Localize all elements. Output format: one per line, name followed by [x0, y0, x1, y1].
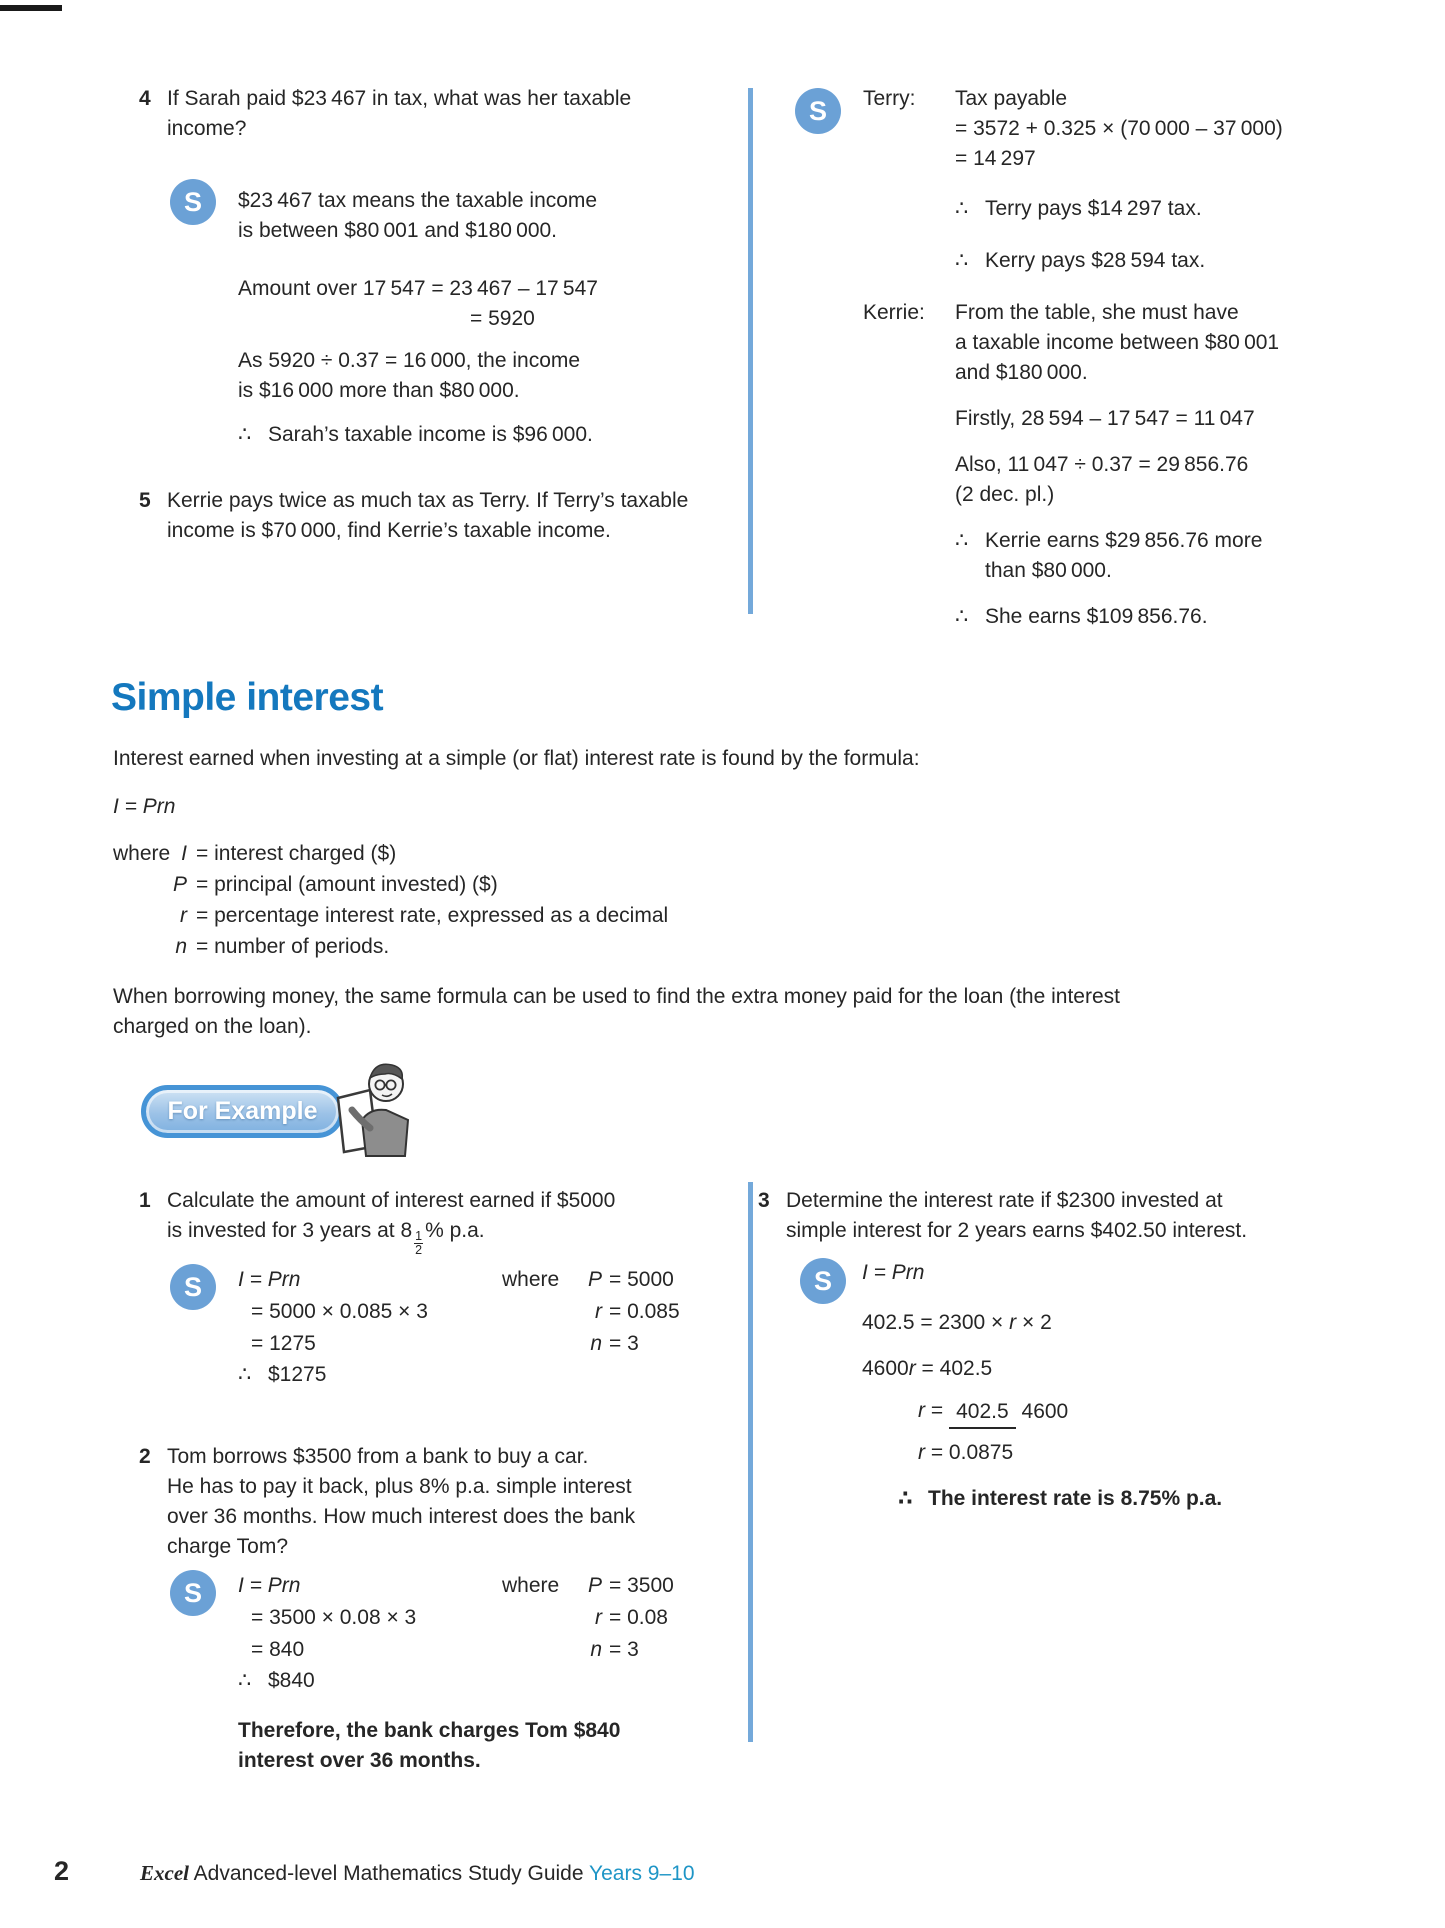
variable: P: [587, 1268, 602, 1291]
fraction-equation: r = 402.5 4600: [918, 1396, 1332, 1426]
definition: = interest charged ($): [196, 842, 397, 865]
variable: P: [587, 1574, 602, 1597]
equation-row: = 5000 × 0.085 × 3 r = 0.085: [238, 1296, 693, 1328]
terry-working: [795, 84, 1360, 174]
example-3: [732, 1186, 1332, 1246]
equation-line: = 5920: [470, 307, 535, 330]
definition-row: [113, 931, 668, 962]
conclusion-text: Kerrie earns $29 856.76 more than $80 000.: [985, 529, 1263, 582]
question-text: Calculate the amount of interest earned if $5000 is invested for 3 years at 8 $\frac{1}{2}$ % p.a.: [167, 1189, 616, 1257]
equation-row: I = Prn where P = 3500: [238, 1570, 693, 1602]
conclusion-line: ∴ Kerry pays $28 594 tax.: [955, 246, 1360, 276]
person-with-paper-icon: [330, 1058, 416, 1158]
variable: I: [181, 842, 187, 865]
examples-left-column: [113, 1186, 693, 1776]
solution-paragraph: As 5920 ÷ 0.37 = 16 000, the income is $16 000 more than $80 000.: [238, 349, 581, 402]
definition: = principal (amount invested) ($): [196, 873, 498, 896]
conclusion-line: ∴ She earns $109 856.76.: [955, 602, 1360, 632]
solution-4: [113, 186, 673, 450]
question-text: If Sarah paid $23 467 in tax, what was her taxable income?: [167, 87, 632, 140]
kerrie-working: [795, 298, 1360, 388]
variable: r: [595, 1606, 602, 1629]
solution-1: [113, 1264, 693, 1390]
section-intro: Interest earned when investing at a simple (or flat) interest rate is found by the formula:: [113, 747, 920, 770]
equation-line: Firstly, 28 594 – 17 547 = 11 047: [955, 407, 1255, 430]
definition: = number of periods.: [196, 935, 390, 958]
equation-row: = 840 n = 3: [238, 1634, 693, 1666]
therefore-symbol: ∴: [238, 1363, 252, 1386]
person-label: Terry:: [863, 87, 916, 110]
therefore-symbol: ∴: [955, 249, 969, 272]
conclusion-line: ∴ Terry pays $14 297 tax.: [955, 194, 1360, 224]
example-1: [113, 1186, 693, 1256]
conclusion-line: ∴ Sarah’s taxable income is $96 000.: [238, 420, 673, 450]
definition-row: [113, 838, 668, 869]
working-lines: From the table, she must have a taxable income between $80 001 and $180 000.: [955, 301, 1280, 384]
where-label: where: [502, 1268, 560, 1291]
definition-row: [113, 900, 668, 931]
fraction-numerator: 402.5: [949, 1400, 1016, 1429]
variable: r: [918, 1441, 925, 1464]
solution-2: [113, 1570, 693, 1776]
question-number: 5: [139, 489, 151, 512]
equation-line: r = 0.0875: [918, 1441, 1014, 1464]
equation-line: 4600r = 402.5: [862, 1357, 993, 1380]
fraction: [949, 1398, 1068, 1425]
for-example-label: For Example: [167, 1097, 318, 1125]
question-number: 4: [139, 87, 151, 110]
working-lines: Tax payable = 3572 + 0.325 × (70 000 – 37 000) = 14 297: [955, 87, 1283, 170]
question-4: [113, 84, 673, 144]
variable: r: [1009, 1311, 1017, 1334]
year-range: Years 9–10: [589, 1862, 695, 1885]
reading-person-illustration: [330, 1058, 416, 1167]
variable: r: [918, 1399, 925, 1422]
variable: r: [595, 1300, 602, 1323]
equation-row: I = Prn where P = 5000: [238, 1264, 693, 1296]
equation-line: Amount over 17 547 = 23 467 – 17 547: [238, 277, 598, 300]
therefore-symbol: ∴: [955, 529, 969, 552]
equation-line: I = Prn: [862, 1261, 925, 1284]
page-number: 2: [54, 1856, 70, 1886]
therefore-symbol: ∴: [238, 1669, 252, 1692]
variable: n: [175, 935, 187, 958]
example-2: [113, 1442, 693, 1562]
question-5: [113, 486, 689, 546]
solution-3: [732, 1258, 1332, 1514]
section-heading: Simple interest: [111, 676, 384, 719]
half-fraction: $\frac{1}{2}$: [415, 1229, 423, 1257]
conclusion-line: ∴ The interest rate is 8.75% p.a.: [898, 1484, 1332, 1514]
equation-row: = 3500 × 0.08 × 3 r = 0.08: [238, 1602, 693, 1634]
scan-artifact: [0, 5, 62, 11]
where-label: where: [502, 1574, 560, 1597]
therefore-symbol: ∴: [238, 423, 252, 446]
question-number: 3: [758, 1189, 770, 1212]
therefore-symbol: ∴: [898, 1487, 913, 1510]
variable: n: [590, 1332, 602, 1355]
variable: r: [908, 1357, 916, 1380]
brand-name: Excel: [140, 1861, 189, 1885]
solution-badge: S: [170, 1570, 216, 1616]
solution-badge: S: [170, 1264, 216, 1310]
conclusion-line: [955, 526, 1360, 586]
equation-row: = 1275 n = 3: [238, 1328, 693, 1360]
book-title: Advanced-level Mathematics Study Guide: [193, 1862, 584, 1885]
variable: r: [180, 904, 187, 927]
definition: = percentage interest rate, expressed as a decimal: [196, 904, 669, 927]
fraction-denominator: 4600: [1021, 1399, 1069, 1423]
question-text: Tom borrows $3500 from a bank to buy a car. He has to pay it back, plus 8% p.a. simple interest over 36 months. How much interest does the bank charge Tom?: [167, 1445, 636, 1558]
examples-right-column: [732, 1186, 1332, 1514]
equation-line: 402.5 = 2300 × r × 2: [862, 1311, 1052, 1334]
therefore-symbol: ∴: [955, 605, 969, 628]
equation-line: Also, 11 047 ÷ 0.37 = 29 856.76 (2 dec. pl.): [955, 453, 1249, 506]
therefore-symbol: ∴: [955, 197, 969, 220]
for-example-badge: [141, 1085, 344, 1138]
footer-title: [140, 1858, 695, 1889]
person-label: Kerrie:: [863, 301, 925, 324]
solution-badge: S: [800, 1258, 846, 1304]
question-number: 2: [139, 1445, 151, 1468]
tax-questions-left-column: [113, 84, 689, 546]
variable-definitions: [113, 838, 668, 962]
final-answer: Therefore, the bank charges Tom $840 interest over 36 months.: [238, 1719, 621, 1772]
solution-badge: S: [795, 88, 841, 134]
variable: P: [172, 873, 187, 896]
question-number: 1: [139, 1189, 151, 1212]
column-divider: [748, 88, 753, 614]
solution-badge: S: [170, 179, 216, 225]
borrowing-note: When borrowing money, the same formula can be used to find the extra money paid for the loan (the interest charged on the loan).: [113, 985, 1120, 1038]
tax-solution-right-column: [795, 84, 1360, 632]
interest-formula: I = Prn: [113, 795, 176, 818]
solution-5: [795, 84, 1360, 632]
conclusion-line: ∴ $1275: [238, 1360, 693, 1390]
question-text: Determine the interest rate if $2300 invested at simple interest for 2 years earns $402.50 interest.: [786, 1189, 1248, 1242]
conclusion-line: ∴ $840: [238, 1666, 693, 1696]
solution-paragraph: $23 467 tax means the taxable income is between $80 001 and $180 000.: [238, 189, 598, 242]
where-label: where: [113, 842, 171, 865]
definition-row: [113, 869, 668, 900]
question-text: Kerrie pays twice as much tax as Terry. If Terry’s taxable income is $70 000, find Kerrie’s taxable income.: [167, 489, 689, 542]
variable: n: [590, 1638, 602, 1661]
